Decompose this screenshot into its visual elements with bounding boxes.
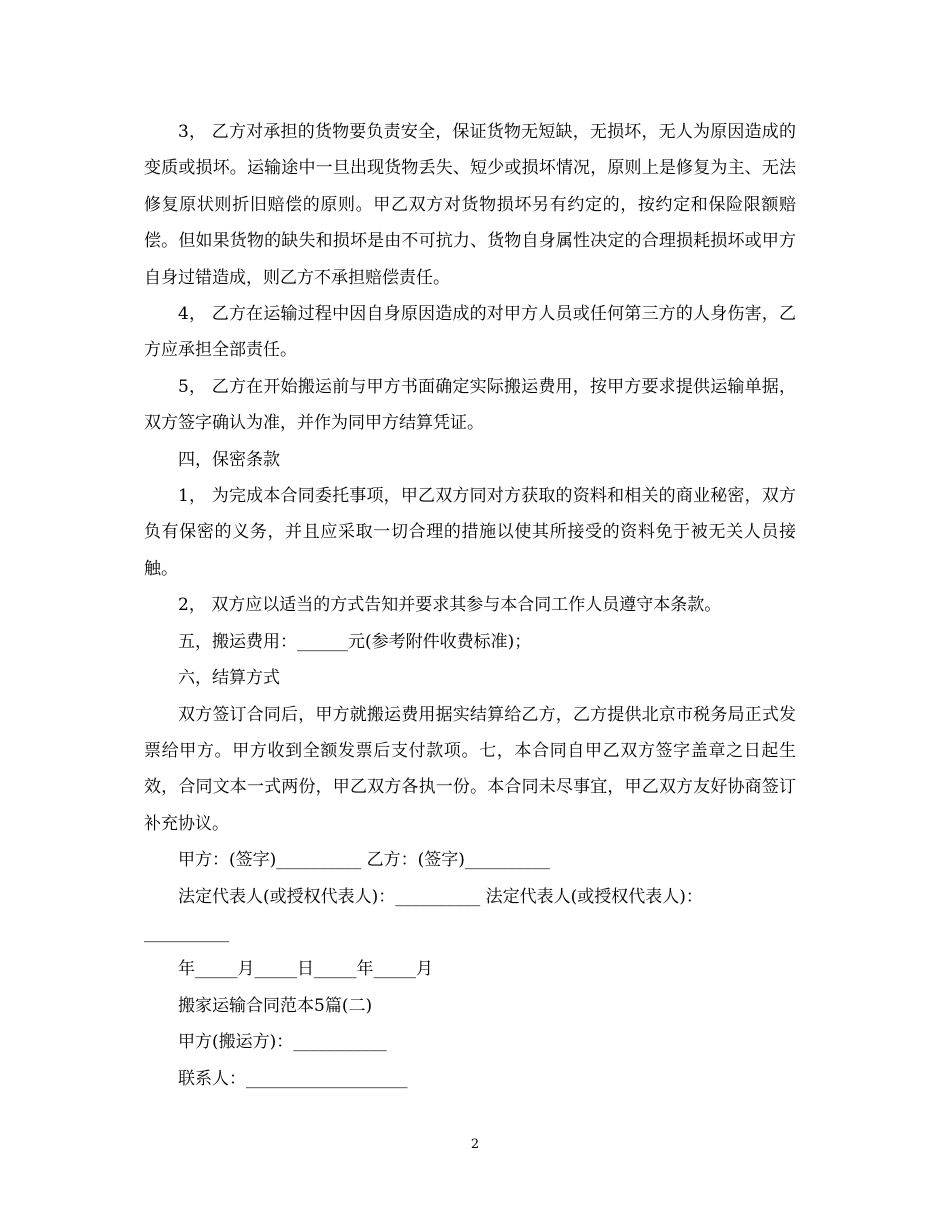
- clause-4-paragraph: 4， 乙方在运输过程中因自身原因造成的对甲方人员或任何第三方的人身伤害，乙方应承担全部责任。: [144, 304, 796, 361]
- contact-line: 联系人：___________________: [178, 1068, 408, 1089]
- legal-representative-blank: __________: [144, 922, 229, 943]
- section-confidentiality-heading: 四，保密条款: [178, 449, 280, 470]
- party-a-line: 甲方(搬运方)：___________: [178, 1032, 387, 1053]
- signature-line: 甲方：(签字)__________ 乙方：(签字)__________: [178, 850, 550, 871]
- section-settlement-heading: 六，结算方式: [178, 668, 280, 689]
- confidentiality-clause-2: 2， 双方应以适当的方式告知并要求其参与本合同工作人员遵守本条款。: [178, 595, 722, 616]
- moving-fee-line: 五，搬运费用：______元(参考附件收费标准)；: [178, 631, 532, 652]
- date-line: 年_____月_____日_____年_____月: [178, 959, 433, 980]
- settlement-paragraph: 双方签订合同后，甲方就搬运费用据实结算给乙方，乙方提供北京市税务局正式发票给甲方。甲方收到全额发票后支付款项。七，本合同自甲乙双方签字盖章之日起生效，合同文本一式两份，甲乙双方各执一份。本合同未尽事宜，甲乙双方友好协商签订补充协议。: [144, 704, 796, 834]
- clause-5-paragraph: 5， 乙方在开始搬运前与甲方书面确定实际搬运费用，按甲方要求提供运输单据，双方签字确认为准，并作为同甲方结算凭证。: [144, 376, 796, 434]
- page-number: 2: [470, 1137, 480, 1152]
- confidentiality-clause-1: 1， 为完成本合同委托事项，甲乙双方同对方获取的资料和相关的商业秘密，双方负有保密的义务，并且应采取一切合理的措施以使其所接受的资料免于被无关人员接触。: [144, 486, 796, 579]
- contract-title-2: 搬家运输合同范本5篇(二): [178, 995, 373, 1016]
- document-body: [144, 114, 796, 1097]
- legal-representative-line: 法定代表人(或授权代表人)：__________ 法定代表人(或授权代表人)：: [178, 886, 703, 907]
- clause-3-paragraph: 3， 乙方对承担的货物要负责安全，保证货物无短缺，无损坏，无人为原因造成的变质或损坏。运输途中一旦出现货物丢失、短少或损坏情况，原则上是修复为主、无法修复原状则折旧赔偿的原则。甲乙双方对货物损坏另有约定的，按约定和保险限额赔偿。但如果货物的缺失和损坏是由不可抗力、货物自身属性决定的合理损耗损坏或甲方自身过错造成，则乙方不承担赔偿责任。: [144, 122, 796, 288]
